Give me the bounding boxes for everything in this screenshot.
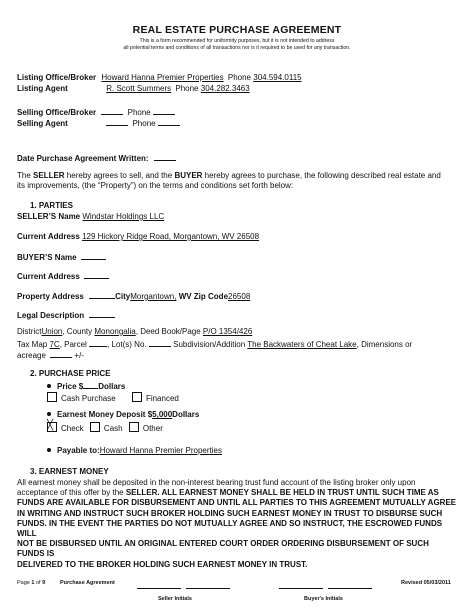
buyers-name-blank[interactable] xyxy=(81,251,106,260)
page-total: 9 xyxy=(42,580,46,586)
cash-purchase-checkbox[interactable] xyxy=(47,392,57,402)
subdivision-value[interactable]: The Backwaters of Cheat Lake xyxy=(247,340,357,349)
of-word: of xyxy=(35,580,41,586)
county-value[interactable]: Monongalia xyxy=(94,327,136,336)
earnest-line-2a: acceptance of this offer by the xyxy=(17,488,126,498)
listing-office-value[interactable]: Howard Hanna Premier Properties xyxy=(101,73,224,82)
earnest-line-4: IN WRITING AND INSTRUCT SUCH BROKER HOLDING SUCH EARNEST MONEY IN TRUST TO DISBURSE SUCH xyxy=(17,508,443,518)
acreage-label: acreage xyxy=(17,351,46,360)
buyer-address-blank[interactable] xyxy=(84,270,109,279)
cash-checkbox[interactable] xyxy=(90,422,100,432)
buyer-initials-label: Buyer's Initials xyxy=(304,596,343,602)
buyer-initials-line-2[interactable] xyxy=(328,588,372,589)
legal-description-label: Legal Description xyxy=(17,311,85,320)
earnest-line-7: DELIVERED TO THE BROKER HOLDING SUCH EARNEST MONEY IN TRUST. xyxy=(17,559,308,569)
sellers-name-label: SELLER’S Name xyxy=(17,212,81,221)
price-dollars-label: Dollars xyxy=(98,382,126,391)
footer-revised: Revised 05/03/2011 xyxy=(401,580,451,586)
seller-address-label: Current Address xyxy=(17,232,80,241)
earnest-deposit-label: Earnest Money Deposit $ xyxy=(57,410,153,419)
bullet-icon xyxy=(47,384,51,388)
subtitle-line-2: all potential terms and conditions of all transactions nor is it required to be used for any transaction. xyxy=(123,45,351,51)
city-label: City xyxy=(115,292,131,301)
seller-initials-label: Seller Initials xyxy=(158,596,192,602)
intro-paragraph xyxy=(17,171,457,191)
bullet-icon xyxy=(47,412,51,416)
earnest-line-1: All earnest money shall be deposited in the non-interest bearing trust fund account of the listing broker only upon xyxy=(17,478,416,487)
earnest-deposit-row xyxy=(47,410,199,420)
payable-label: Payable to: xyxy=(57,446,100,455)
earnest-money-heading: 3. EARNEST MONEY xyxy=(30,467,109,476)
sellers-name-row xyxy=(17,212,164,222)
bullet-icon xyxy=(47,448,51,452)
property-address-row xyxy=(17,290,250,302)
listing-agent-label: Listing Agent xyxy=(17,84,68,93)
intro-text-1: The xyxy=(17,171,34,180)
legal-description-blank[interactable] xyxy=(89,309,115,318)
document-title: REAL ESTATE PURCHASE AGREEMENT xyxy=(132,24,342,36)
page-num: 1 xyxy=(31,580,35,586)
intro-text-3: hereby agrees to purchase, the following described real estate and xyxy=(202,171,441,180)
lots-label: , Lot(s) No. xyxy=(107,340,147,349)
seller-address-value[interactable]: 129 Hickory Ridge Road, Morgantown, WV 26508 xyxy=(82,232,260,241)
listing-office-row xyxy=(17,73,302,83)
intro-text-4: its improvements, (the “Property”) on the terms and conditions set forth below: xyxy=(17,181,294,191)
buyer-address-label: Current Address xyxy=(17,272,80,281)
listing-office-phone[interactable]: 304.594.0115 xyxy=(253,73,302,82)
payable-value[interactable]: Howard Hanna Premier Properties xyxy=(99,446,222,455)
listing-agent-value[interactable]: R. Scott Summers xyxy=(106,84,172,93)
legal-description-row xyxy=(17,309,115,321)
subtitle-line-1: This is a form recommended for uniformity purposes, but it is not intended to address xyxy=(139,38,335,44)
earnest-dollars-label: Dollars xyxy=(172,410,200,419)
earnest-amount-value[interactable]: 5,000 xyxy=(152,410,173,419)
financed-checkbox[interactable] xyxy=(132,392,142,402)
county-label: , County xyxy=(62,327,95,336)
price-row xyxy=(47,380,125,392)
intro-seller: SELLER xyxy=(33,171,65,180)
purchase-price-heading: 2. PURCHASE PRICE xyxy=(30,369,111,378)
check-checkbox-checked[interactable] xyxy=(47,422,57,432)
listing-agent-phone-label: Phone xyxy=(175,84,199,93)
earnest-line-3: FUNDS ARE AVAILABLE FOR DISBURSEMENT AND UNTIL ALL PARTIES TO THIS AGREEMENT MUTUALLY AGREE xyxy=(17,498,457,508)
date-written-blank[interactable] xyxy=(154,152,176,161)
tax-map-label: Tax Map xyxy=(17,340,50,349)
intro-buyer: BUYER xyxy=(174,171,203,180)
selling-office-phone-label: Phone xyxy=(127,108,151,117)
listing-agent-phone[interactable]: 304.282.3463 xyxy=(200,84,250,93)
cash-purchase-label: Cash Purchase xyxy=(61,394,116,403)
selling-agent-phone-blank[interactable] xyxy=(158,117,180,126)
sellers-name-value[interactable]: Windstar Holdings LLC xyxy=(82,212,165,221)
page-word: Page xyxy=(17,580,30,586)
parties-heading: 1. PARTIES xyxy=(30,201,73,210)
subdivision-label: Subdivision/Addition xyxy=(173,340,248,349)
buyers-name-row xyxy=(17,251,106,263)
acreage-row xyxy=(17,349,84,361)
date-written-row xyxy=(17,152,176,164)
district-row xyxy=(17,327,252,337)
deed-value[interactable]: P/O 1354/426 xyxy=(202,327,253,336)
selling-agent-label: Selling Agent xyxy=(17,119,68,128)
earnest-line-2b: SELLER. ALL EARNEST MONEY SHALL BE HELD IN TRUST UNTIL SUCH TIME AS xyxy=(125,488,439,498)
listing-agent-row xyxy=(17,84,250,94)
earnest-money-paragraph xyxy=(17,478,457,570)
parcel-blank[interactable] xyxy=(89,338,107,347)
wv-zip-label: WV Zip Code xyxy=(178,292,229,301)
cash-label: Cash xyxy=(103,424,123,433)
property-address-label: Property Address xyxy=(17,292,84,301)
buyer-address-row xyxy=(17,270,109,282)
date-written-label: Date Purchase Agreement Written: xyxy=(17,154,149,163)
price-blank[interactable] xyxy=(83,380,98,389)
earnest-line-5: FUNDS. IN THE EVENT THE PARTIES DO NOT MUTUALLY AGREE AND SO INSTRUCT, THE ESCROWED FUNDS WILL xyxy=(17,518,443,539)
payable-row xyxy=(47,446,222,456)
lots-blank[interactable] xyxy=(149,338,171,347)
other-checkbox[interactable] xyxy=(129,422,139,432)
footer-doc-name: Purchase Agreement xyxy=(60,580,115,586)
selling-agent-blank[interactable] xyxy=(106,117,128,126)
district-label: District xyxy=(17,327,42,336)
dimensions-label: , Dimensions or xyxy=(356,340,413,349)
deposit-method-row xyxy=(47,422,163,434)
page-number xyxy=(17,580,45,586)
price-label: Price $ xyxy=(57,382,84,391)
selling-office-label: Selling Office/Broker xyxy=(17,108,97,117)
district-value[interactable]: Union xyxy=(41,327,63,336)
buyer-initials-line-1[interactable] xyxy=(279,588,323,589)
selling-agent-phone-label: Phone xyxy=(132,119,156,128)
other-label: Other xyxy=(142,424,163,433)
financed-label: Financed xyxy=(145,394,179,403)
buyers-name-label: BUYER’S Name xyxy=(17,253,77,262)
parcel-label: , Parcel xyxy=(59,340,87,349)
listing-office-phone-label: Phone xyxy=(227,73,252,82)
seller-address-row xyxy=(17,232,259,242)
check-label: Check xyxy=(61,424,84,433)
earnest-line-6: NOT BE DISBURSED UNTIL AN ORIGINAL ENTERED COURT ORDER ORDERING DISBURSEMENT OF SUCH FUNDS IS xyxy=(17,539,429,559)
intro-text-2: hereby agrees to sell, and the xyxy=(64,171,175,180)
tax-map-value[interactable]: 7C xyxy=(49,340,60,349)
property-address-blank[interactable] xyxy=(89,290,115,299)
seller-initials-line-2[interactable] xyxy=(186,588,230,589)
zip-value[interactable]: 26508 xyxy=(228,292,251,301)
selling-office-blank[interactable] xyxy=(101,106,123,115)
city-value[interactable]: Morgantown, xyxy=(130,292,177,301)
selling-office-phone-blank[interactable] xyxy=(153,106,175,115)
acreage-suffix: +/- xyxy=(74,351,84,360)
payment-type-row xyxy=(47,392,179,404)
acreage-blank[interactable] xyxy=(50,349,72,358)
listing-office-label: Listing Office/Broker xyxy=(17,73,97,82)
selling-agent-row xyxy=(17,117,180,129)
deed-label: , Deed Book/Page xyxy=(135,327,203,336)
seller-initials-line-1[interactable] xyxy=(137,588,181,589)
